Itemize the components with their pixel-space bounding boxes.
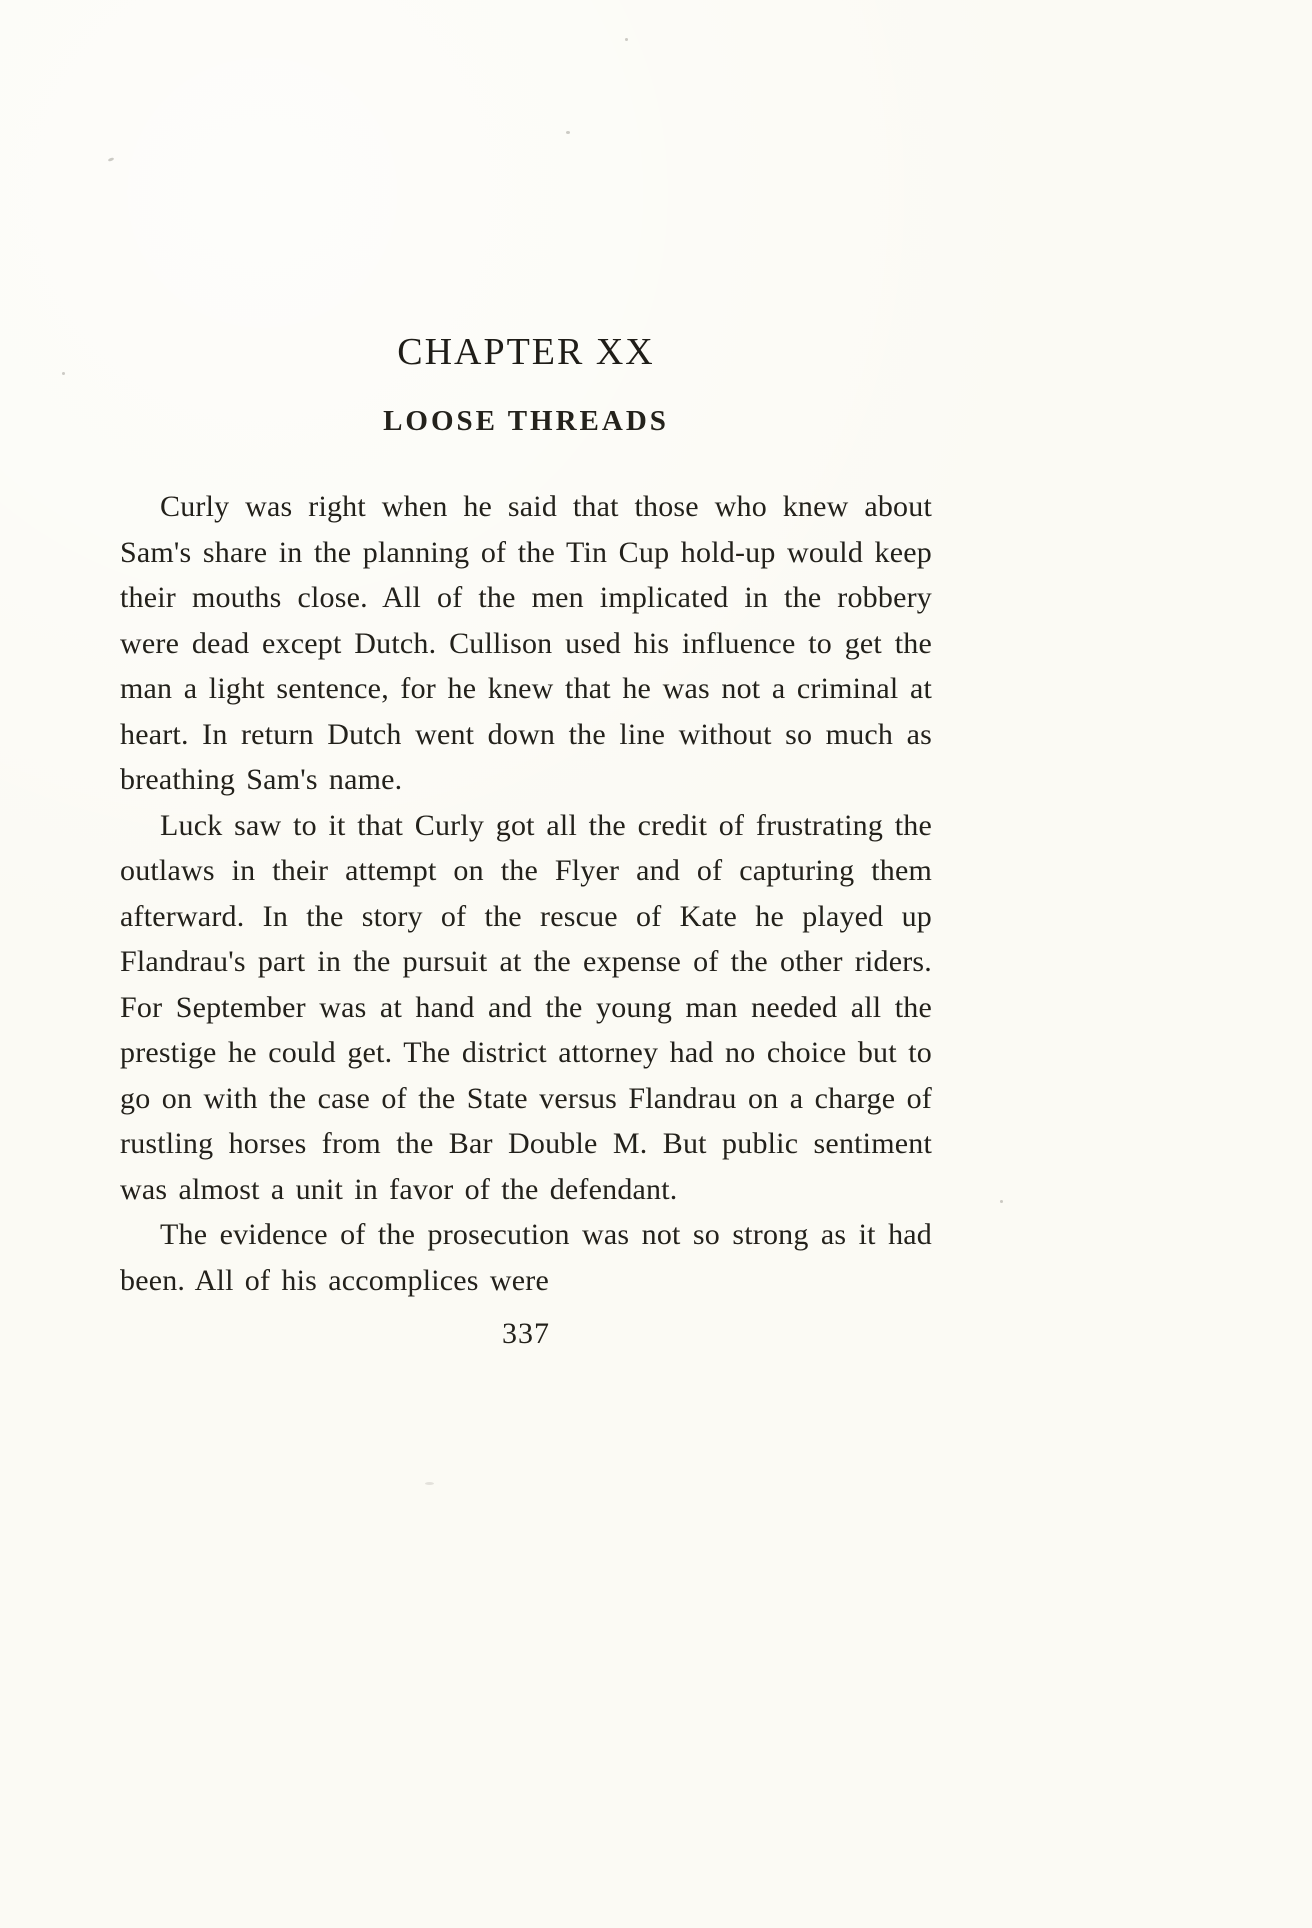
scan-speck bbox=[625, 38, 628, 41]
paragraph: Curly was right when he said that those who knew about Sam's share in the planning of the Tin Cup hold-up would keep their mouths close. All of the men implicated in the robbery were dead except Dutch. Cullison used his influence to get the man a light sentence, for he knew that he was not a criminal at heart. In return Dutch went down the line without so much as breathing Sam's name. bbox=[120, 490, 932, 796]
paragraph: The evidence of the prosecution was not so strong as it had been. All of his accomplices were bbox=[120, 1218, 932, 1297]
paragraph: Luck saw to it that Curly got all the credit of frustrating the outlaws in their attempt on the Flyer and of capturing them afterward. In the story of the rescue of Kate he played up Flandrau's part in the pursuit at the expense of the other riders. For September was at hand and the young man needed all the prestige he could get. The district attorney had no choice but to go on with the case of the State versus Flandrau on a charge of rustling horses from the Bar Double M. But public sentiment was almost a unit in favor of the defendant. bbox=[120, 808, 932, 1206]
page-number: 337 bbox=[502, 1317, 550, 1350]
scan-speck bbox=[108, 157, 115, 162]
text-block bbox=[120, 330, 932, 1351]
scan-speck bbox=[425, 1482, 434, 1485]
scan-speck bbox=[566, 131, 570, 134]
scan-speck bbox=[1000, 1200, 1003, 1203]
chapter-heading: CHAPTER XX bbox=[397, 331, 655, 373]
scan-speck bbox=[62, 372, 65, 375]
section-title: LOOSE THREADS bbox=[383, 405, 669, 437]
body-text bbox=[120, 484, 932, 1303]
